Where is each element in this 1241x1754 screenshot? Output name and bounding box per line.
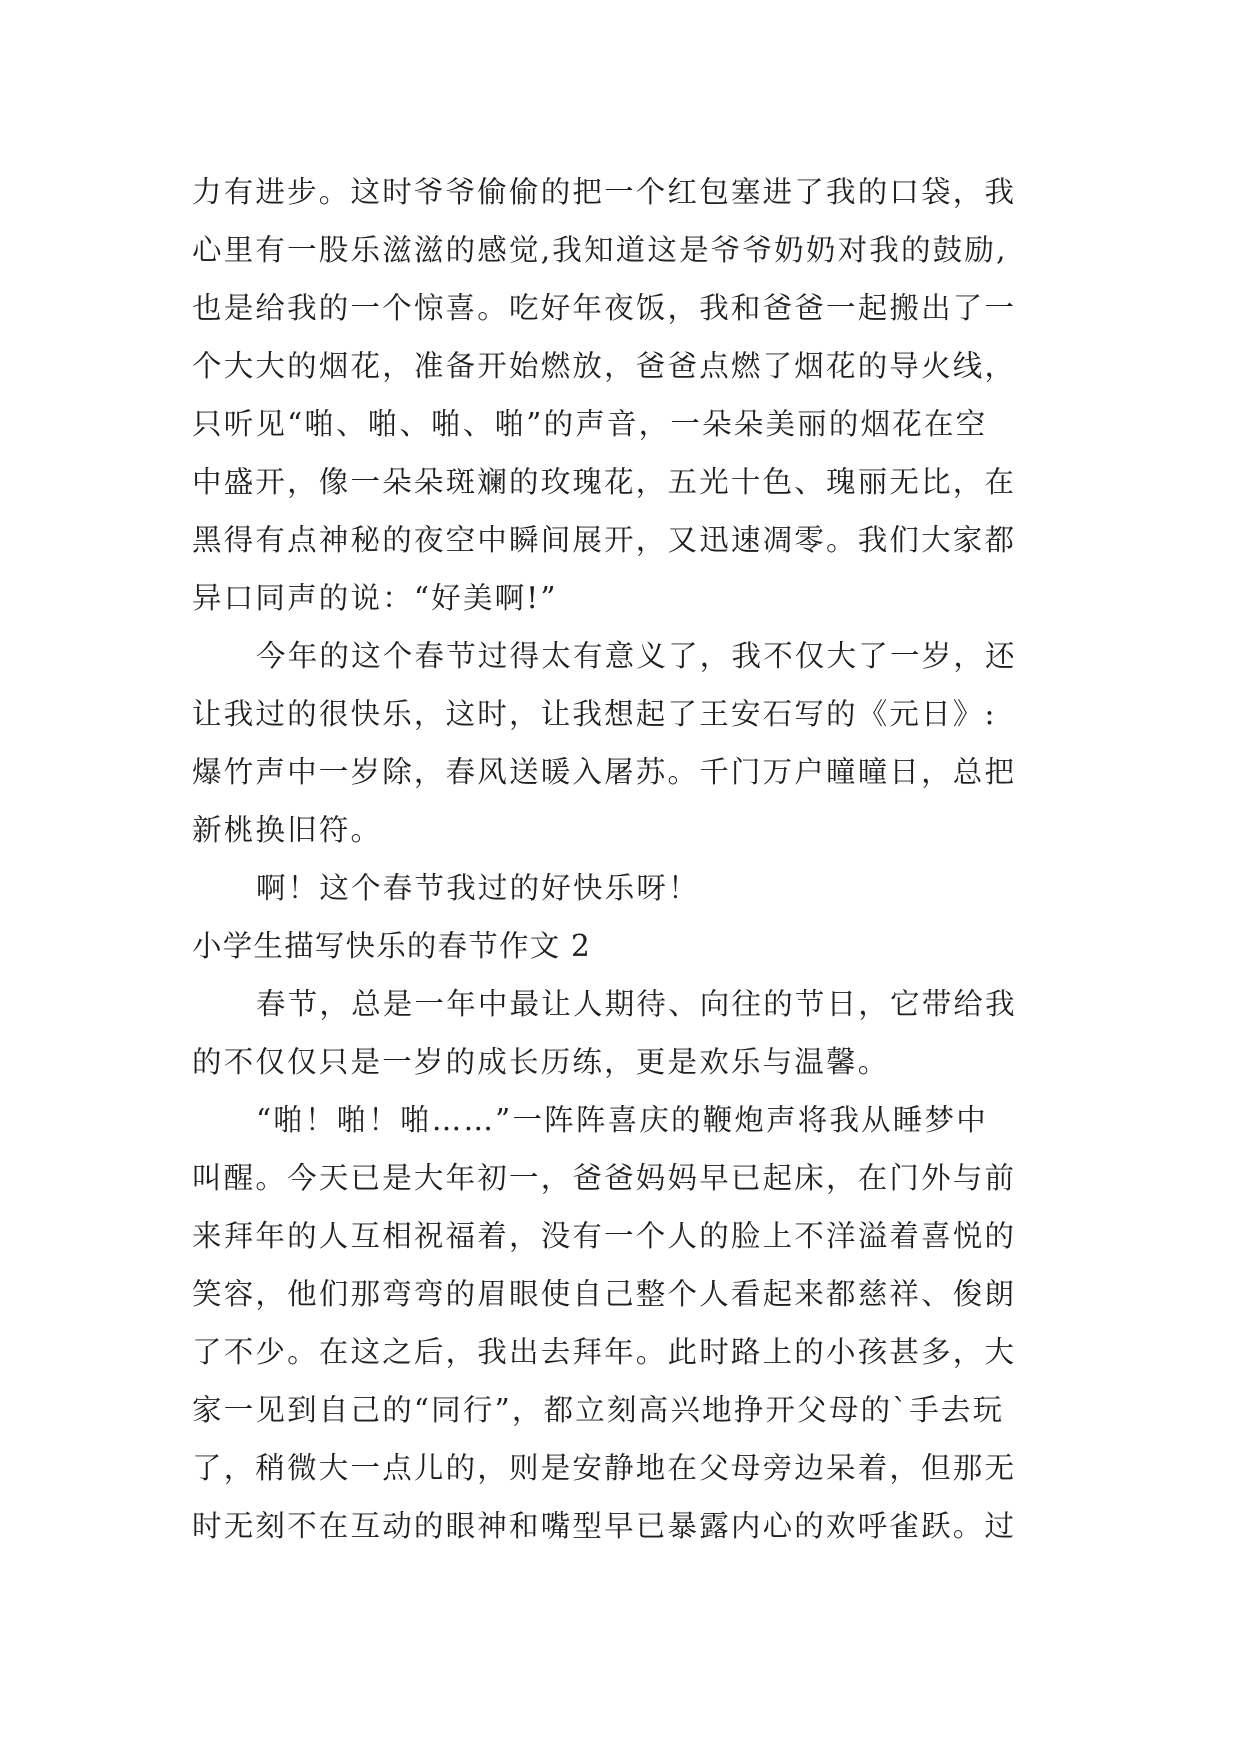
text-line: 叫醒。今天已是大年初一，爸爸妈妈早已起床，在门外与前 [192, 1161, 1017, 1195]
text-line: 爆竹声中一岁除，春风送暖入屠苏。千门万户曈曈日，总把 [192, 755, 1017, 789]
text-line: 力有进步。这时爷爷偷偷的把一个红包塞进了我的口袋，我 [192, 175, 1017, 209]
text-line: 笑容，他们那弯弯的眉眼使自己整个人看起来都慈祥、俊朗 [192, 1277, 1017, 1311]
text-line: 新桃换旧符。 [192, 813, 383, 847]
text-line: 只听见“啪、啪、啪、啪”的声音，一朵朵美丽的烟花在空 [192, 407, 988, 441]
text-line: 家一见到自己的“同行”，都立刻高兴地挣开父母的`手去玩 [192, 1393, 1005, 1427]
text-line: 的不仅仅只是一岁的成长历练，更是欢乐与温馨。 [192, 1045, 890, 1079]
text-line: 让我过的很快乐，这时，让我想起了王安石写的《元日》: [192, 697, 997, 731]
text-line: 时无刻不在互动的眼神和嘴型早已暴露内心的欢呼雀跃。过 [192, 1509, 1017, 1543]
text-line: 中盛开，像一朵朵斑斓的玫瑰花，五光十色、瑰丽无比，在 [192, 465, 1017, 499]
text-line: 异口同声的说：“好美啊!” [192, 581, 558, 615]
text-line: 黑得有点神秘的夜空中瞬间展开，又迅速凋零。我们大家都 [192, 523, 1017, 557]
text-line: 了，稍微大一点儿的，则是安静地在父母旁边呆着，但那无 [192, 1451, 1017, 1485]
paragraph-start-line: “啪！啪！啪……”一阵阵喜庆的鞭炮声将我从睡梦中 [256, 1103, 988, 1137]
paragraph-start-line: 春节，总是一年中最让人期待、向往的节日，它带给我 [256, 987, 1017, 1021]
text-line: 也是给我的一个惊喜。吃好年夜饭，我和爸爸一起搬出了一 [192, 291, 1017, 325]
paragraph-start-line: 啊！这个春节我过的好快乐呀！ [256, 871, 700, 905]
paragraph-start-line: 今年的这个春节过得太有意义了，我不仅大了一岁，还 [256, 639, 1017, 673]
text-line: 了不少。在这之后，我出去拜年。此时路上的小孩甚多，大 [192, 1335, 1017, 1369]
text-line: 来拜年的人互相祝福着，没有一个人的脸上不洋溢着喜悦的 [192, 1219, 1017, 1253]
essay-text [192, 163, 1052, 1555]
section-heading: 小学生描写快乐的春节作文 2 [192, 929, 591, 963]
text-line: 个大大的烟花，准备开始燃放，爸爸点燃了烟花的导火线， [192, 349, 1017, 383]
text-line: 心里有一股乐滋滋的感觉,我知道这是爷爷奶奶对我的鼓励, [192, 233, 1008, 267]
